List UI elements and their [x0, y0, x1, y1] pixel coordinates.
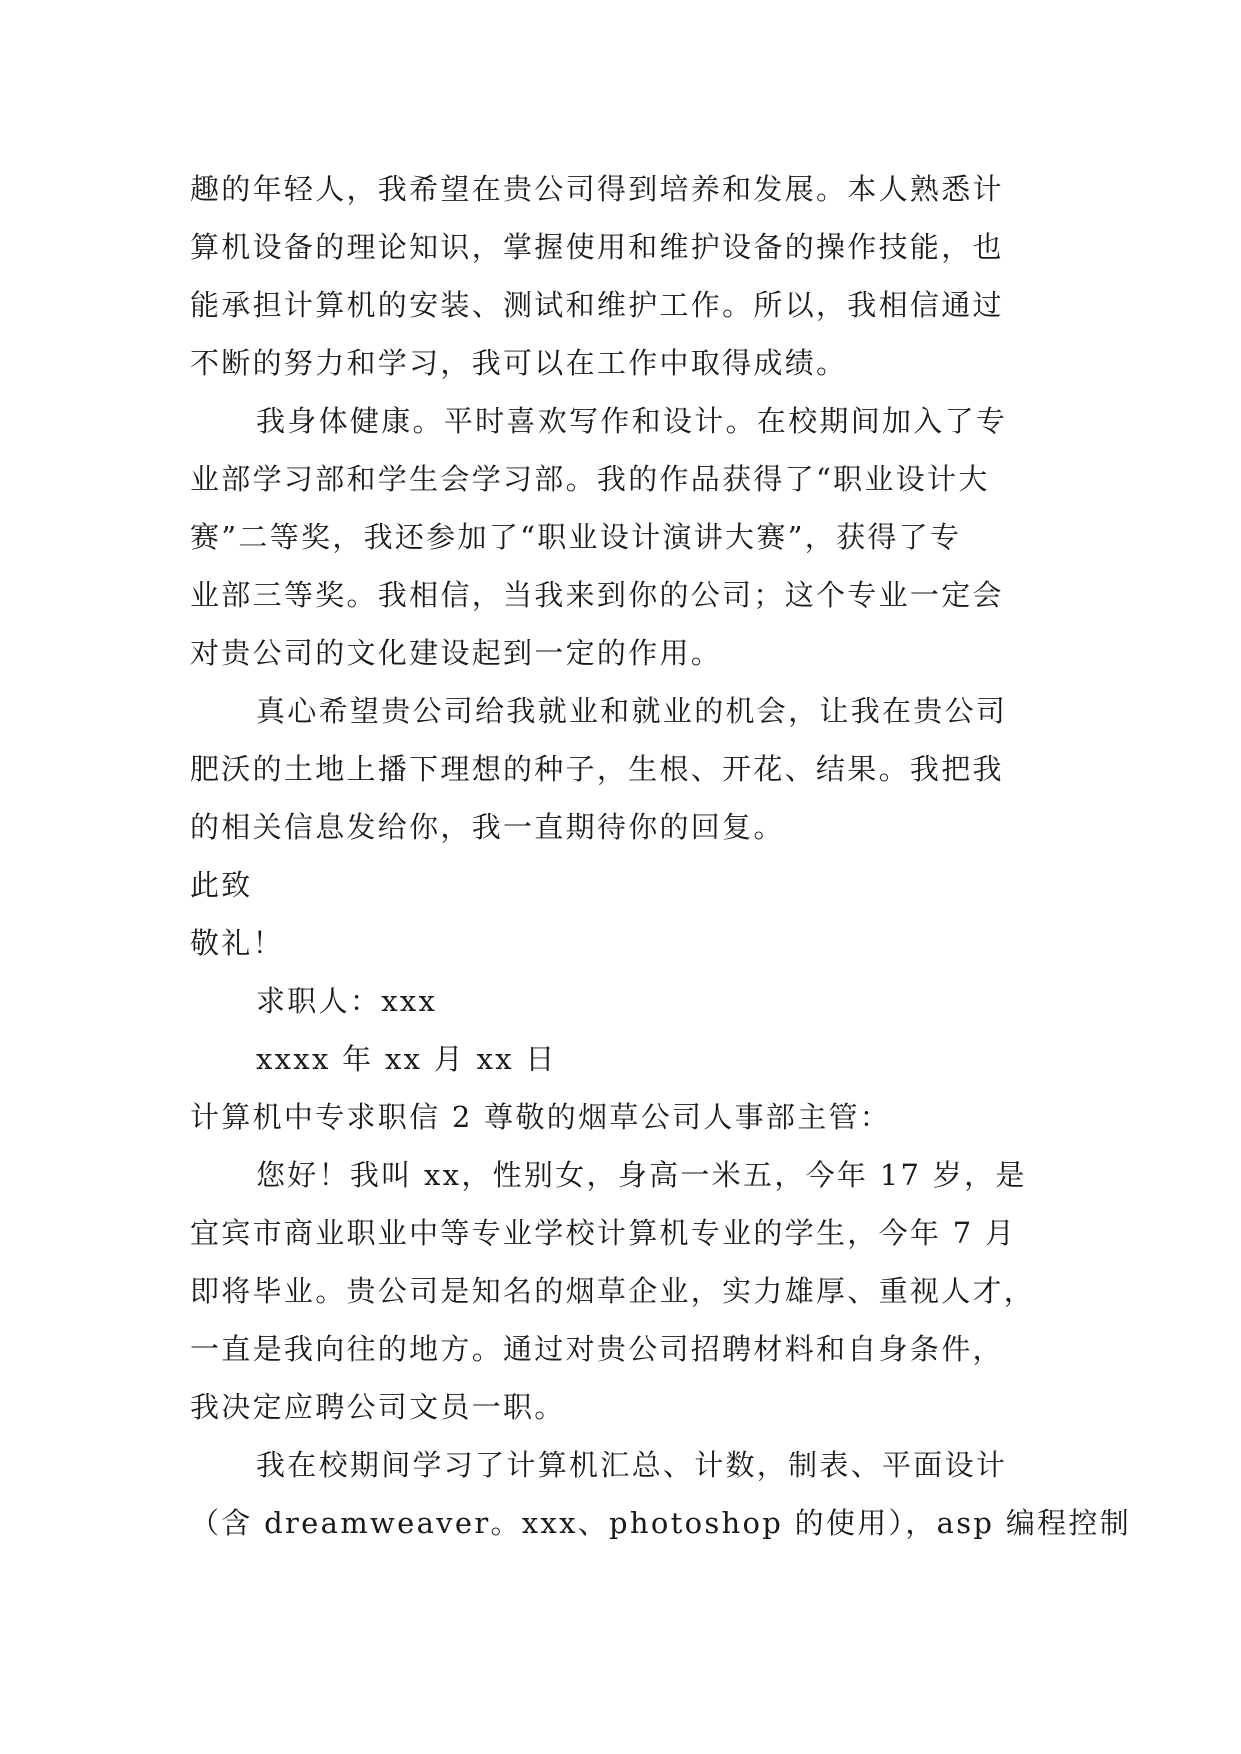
text-line: 即将毕业。贵公司是知名的烟草企业，实力雄厚、重视人才，: [190, 1274, 1036, 1308]
heading-line: 计算机中专求职信 2 尊敬的烟草公司人事部主管：: [190, 1100, 892, 1134]
text-line: 能承担计算机的安装、测试和维护工作。所以，我相信通过: [190, 288, 1004, 322]
text-line: 您好！我叫 xx，性别女，身高一米五，今年 17 岁，是: [256, 1158, 1027, 1192]
text-line: 业部学习部和学生会学习部。我的作品获得了“职业设计大: [190, 462, 990, 496]
text-line: 对贵公司的文化建设起到一定的作用。: [190, 636, 723, 670]
date-line: xxxx 年 xx 月 xx 日: [256, 1042, 557, 1076]
closing-line: 此致: [190, 868, 253, 902]
text-line: 赛”二等奖，我还参加了“职业设计演讲大赛”，获得了专: [190, 520, 962, 554]
text-line: （含 dreamweaver。xxx、photoshop 的使用），asp 编程控制: [190, 1506, 1132, 1540]
text-line: 肥沃的土地上播下理想的种子，生根、开花、结果。我把我: [190, 752, 1004, 786]
text-line: 我决定应聘公司文员一职。: [190, 1390, 566, 1424]
text-line: 趣的年轻人，我希望在贵公司得到培养和发展。本人熟悉计: [190, 172, 1004, 206]
closing-line: 敬礼！: [190, 926, 284, 960]
text-line: 算机设备的理论知识，掌握使用和维护设备的操作技能，也: [190, 230, 1004, 264]
text-line: 业部三等奖。我相信，当我来到你的公司；这个专业一定会: [190, 578, 1004, 612]
signature-line: 求职人：xxx: [256, 984, 438, 1018]
text-line: 我身体健康。平时喜欢写作和设计。在校期间加入了专: [256, 404, 1008, 438]
text-line: 的相关信息发给你，我一直期待你的回复。: [190, 810, 785, 844]
document-body: [190, 160, 1132, 1552]
text-line: 一直是我向往的地方。通过对贵公司招聘材料和自身条件，: [190, 1332, 1004, 1366]
text-line: 不断的努力和学习，我可以在工作中取得成绩。: [190, 346, 848, 380]
text-line: 我在校期间学习了计算机汇总、计数，制表、平面设计: [256, 1448, 1008, 1482]
text-line: 宜宾市商业职业中等专业学校计算机专业的学生，今年 7 月: [190, 1216, 1017, 1250]
text-line: 真心希望贵公司给我就业和就业的机会，让我在贵公司: [256, 694, 1008, 728]
